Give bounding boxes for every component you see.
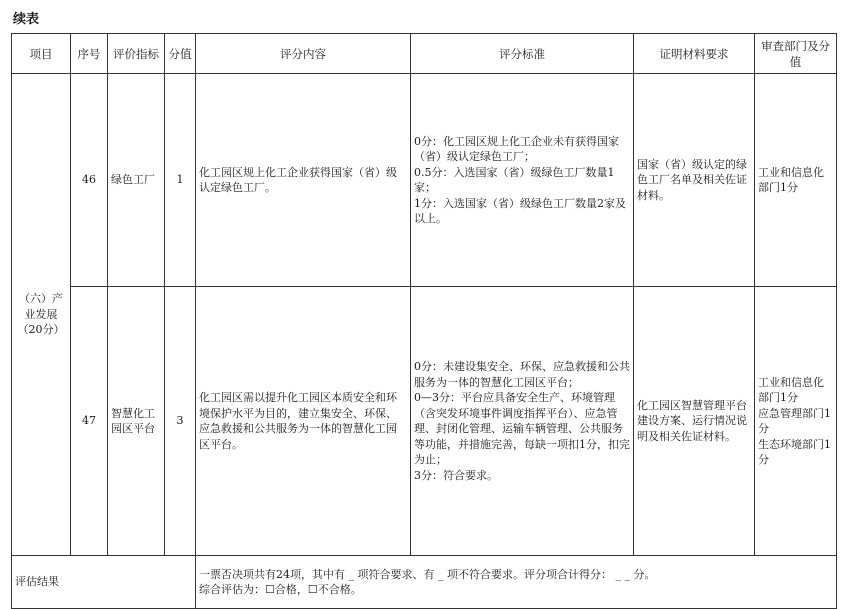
row-evidence: 化工园区智慧管理平台建设方案、运行情况说明及相关佐证材料。: [634, 287, 755, 556]
header-score: 分值: [165, 34, 196, 74]
result-text: [196, 556, 837, 609]
category-cell: （六）产业发展（20分）: [12, 74, 71, 556]
criteria-line: 0—3分：平台应具备安全生产、环境管理（含突发环境事件调度指挥平台）、应急管理、封闭化管理、运输车辆管理、公共服务等功能，并措施完善，每缺一项扣1分，扣完为止；: [414, 391, 630, 466]
row-criteria: [411, 74, 634, 287]
result-label: 评估结果: [12, 556, 196, 609]
department-line: 工业和信息化部门1分: [758, 165, 824, 194]
row-indicator: 智慧化工园区平台: [108, 287, 165, 556]
row-content: 化工园区需以提升化工园区本质安全和环境保护水平为目的，建立集安全、环保、应急救援和公共服务为一体的智慧化工园区平台。: [196, 287, 411, 556]
table-row: [12, 287, 837, 556]
row-department: [755, 74, 837, 287]
result-line: 一票否决项共有24项，其中有 _ 项符合要求、有 _ 项不符合要求。评分项合计得分： _ _ 分。: [199, 567, 656, 581]
evaluation-table: [11, 33, 837, 609]
criteria-line: 0分：化工园区规上化工企业未有获得国家（省）级认定绿色工厂；: [414, 134, 619, 163]
table-row: [12, 74, 837, 287]
criteria-line: 0.5分：入选国家（省）级绿色工厂数量1家；: [414, 165, 615, 194]
header-content: 评分内容: [196, 34, 411, 74]
header-project: 项目: [12, 34, 71, 74]
header-department: 审查部门及分值: [755, 34, 837, 74]
row-score: 1: [165, 74, 196, 287]
criteria-line: 3分：符合要求。: [414, 468, 498, 482]
row-indicator: 绿色工厂: [108, 74, 165, 287]
department-line: 应急管理部门1分: [758, 406, 831, 435]
department-line: 工业和信息化部门1分: [758, 375, 824, 404]
header-criteria: 评分标准: [411, 34, 634, 74]
result-line: 综合评估为：☐合格，☐不合格。: [199, 583, 362, 596]
criteria-line: 0分：未建设集安全、环保、应急救援和公共服务为一体的智慧化工园区平台；: [414, 360, 630, 389]
header-indicator: 评价指标: [108, 34, 165, 74]
criteria-line: 1分：入选国家（省）级绿色工厂数量2家及以上。: [414, 196, 626, 225]
row-content: 化工园区规上化工企业获得国家（省）级认定绿色工厂。: [196, 74, 411, 287]
row-number: 47: [71, 287, 108, 556]
header-evidence: 证明材料要求: [634, 34, 755, 74]
result-row: [12, 556, 837, 609]
row-department: [755, 287, 837, 556]
department-line: 生态环境部门1分: [758, 437, 831, 466]
table-caption: 续表: [13, 12, 40, 27]
header-row: [12, 34, 837, 74]
row-evidence: 国家（省）级认定的绿色工厂名单及相关佐证材料。: [634, 74, 755, 287]
row-number: 46: [71, 74, 108, 287]
header-number: 序号: [71, 34, 108, 74]
row-score: 3: [165, 287, 196, 556]
row-criteria: [411, 287, 634, 556]
